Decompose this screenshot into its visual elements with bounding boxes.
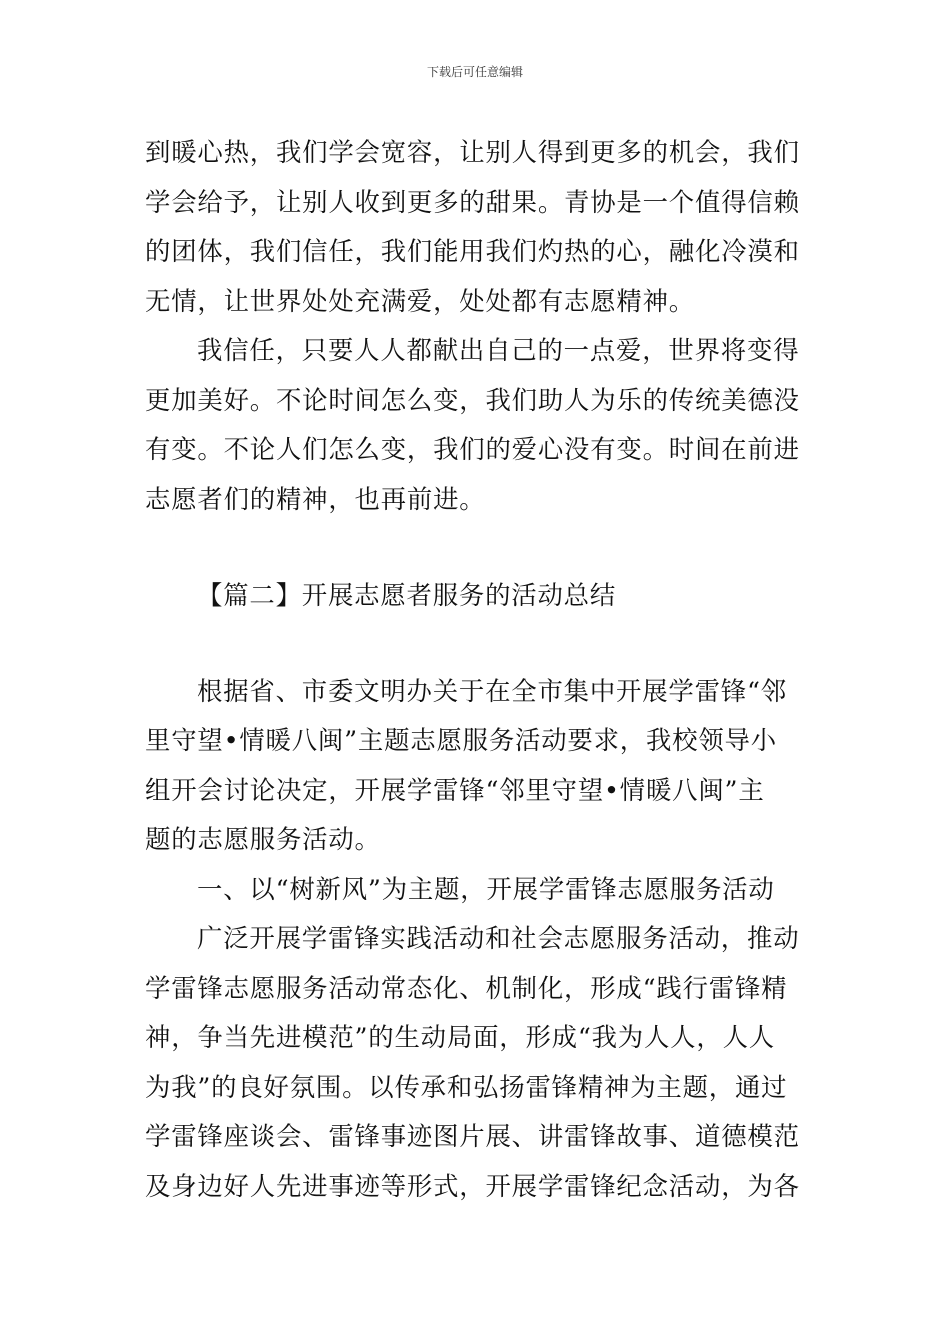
text-line: 学会给予，让别人收到更多的甜果。青协是一个值得信赖 xyxy=(145,186,800,217)
text-line: 里守望•情暖八闽”主题志愿服务活动要求，我校领导小 xyxy=(145,725,777,755)
text-line: 无情，让世界处处充满爱，处处都有志愿精神。 xyxy=(145,285,696,316)
text-line: 学雷锋志愿服务活动常态化、机制化，形成“践行雷锋精 xyxy=(145,972,788,1003)
subheading-1 xyxy=(145,865,809,915)
text-line: 我信任，只要人人都献出自己的一点爱，世界将变得 xyxy=(197,335,800,365)
text-line: 根据省、市委文明办关于在全市集中开展学雷锋“邻 xyxy=(197,675,787,706)
text-line: 更加美好。不论时间怎么变，我们助人为乐的传统美德没 xyxy=(145,384,800,415)
text-line: 一、以“树新风”为主题，开展学雷锋志愿服务活动 xyxy=(197,873,775,904)
paragraph-3 xyxy=(145,667,809,865)
document-body xyxy=(145,128,809,1211)
text-line: 组开会讨论决定，开展学雷锋“邻里守望•情暖八闽”主 xyxy=(145,774,765,805)
text-line: 为我”的良好氛围。以传承和弘扬雷锋精神为主题，通过 xyxy=(145,1071,788,1102)
text-line: 广泛开展学雷锋实践活动和社会志愿服务活动，推动 xyxy=(197,923,800,953)
blank-space xyxy=(145,524,809,571)
text-line: 的团体，我们信任，我们能用我们灼热的心，融化冷漠和 xyxy=(145,236,800,266)
text-line: 题的志愿服务活动。 xyxy=(145,824,381,854)
paragraph-4 xyxy=(145,914,809,1211)
blank-space xyxy=(145,621,809,667)
page-header: 下载后可任意编辑 xyxy=(426,65,523,79)
heading-line: 【篇二】开展志愿者服务的活动总结 xyxy=(197,580,617,610)
text-line: 志愿者们的精神，也再前进。 xyxy=(145,483,486,514)
paragraph-2 xyxy=(145,326,809,524)
text-line: 及身边好人先进事迹等形式，开展学雷锋纪念活动，为各 xyxy=(145,1170,800,1201)
section-heading xyxy=(145,571,809,621)
text-line: 学雷锋座谈会、雷锋事迹图片展、讲雷锋故事、道德模范 xyxy=(145,1121,800,1151)
text-line: 有变。不论人们怎么变，我们的爱心没有变。时间在前进 xyxy=(145,434,800,464)
text-line: 神，争当先进模范”的生动局面，形成“我为人人，人人 xyxy=(145,1022,775,1052)
paragraph-1 xyxy=(145,128,809,326)
text-line: 到暖心热，我们学会宽容，让别人得到更多的机会，我们 xyxy=(145,137,800,167)
